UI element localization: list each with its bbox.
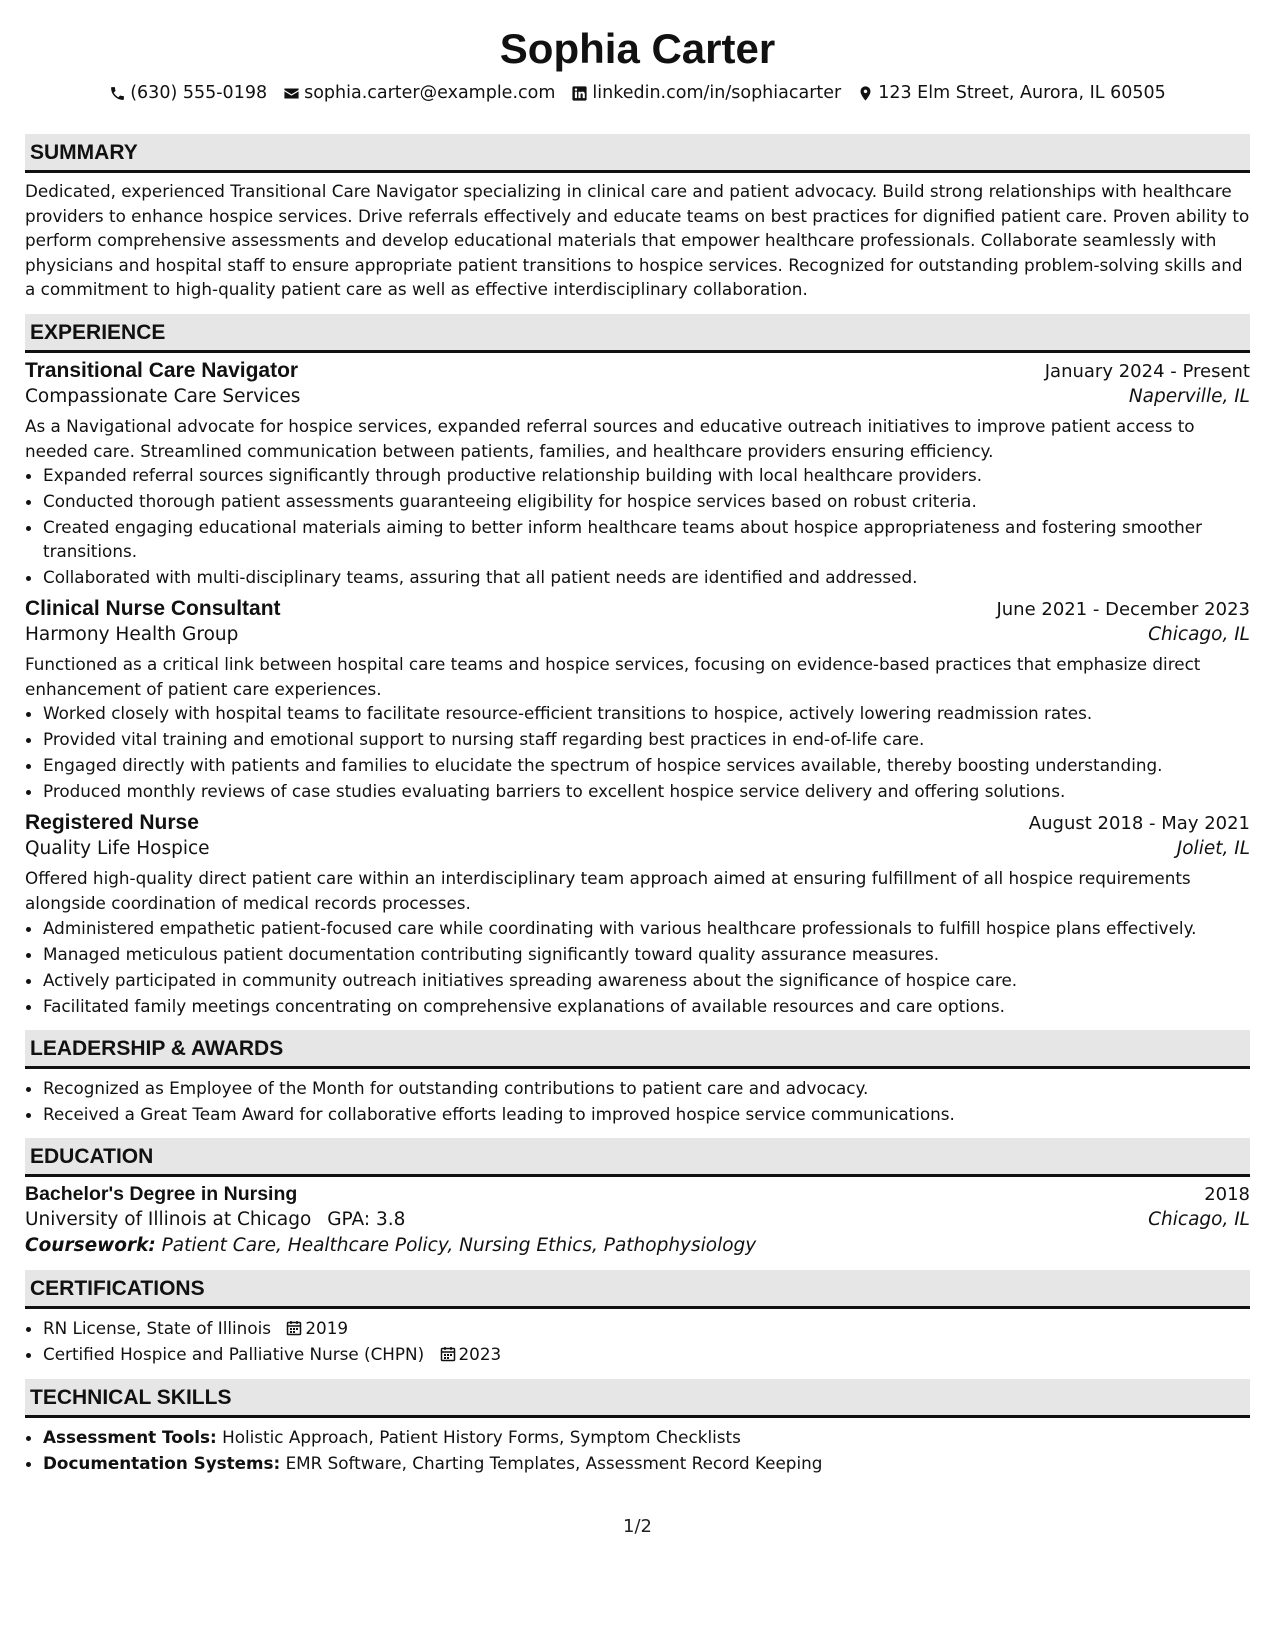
job-description: Functioned as a critical link between hospital care teams and hospice services, focusing on evidence-based practices that emphasize direct enhancement of patient care experiences. [25, 654, 1201, 699]
skill-label: Documentation Systems: [43, 1452, 281, 1473]
certification-year: 2019 [305, 1317, 349, 1338]
envelope-icon [283, 85, 300, 102]
linkedin-icon [571, 85, 588, 102]
certification-list [25, 1316, 1250, 1366]
job-bullets [25, 916, 1250, 1018]
degree-title: Bachelor's Degree in Nursing [25, 1182, 298, 1205]
list-item: • Collaborated with multi-disciplinary teams, assuring that all patient needs are identified and addressed. [43, 565, 1250, 589]
certification-year: 2023 [458, 1343, 502, 1364]
list-item: • Facilitated family meetings concentrating on comprehensive explanations of available resources and care options. [43, 994, 1250, 1018]
section-heading-technical-skills: TECHNICAL SKILLS [25, 1379, 1250, 1418]
job-description: Offered high-quality direct patient care within an interdisciplinary team approach aimed at ensuring fulfillment of all hospice requirements alongside coordination of medical records processes. [25, 868, 1191, 913]
job-date: June 2021 - December 2023 [996, 599, 1250, 621]
job-location: Naperville, IL [1128, 385, 1250, 407]
job-title: Registered Nurse [25, 811, 199, 835]
job-title: Clinical Nurse Consultant [25, 597, 281, 621]
list-item: • Administered empathetic patient-focused care while coordinating with various healthcare professionals to fulfill hospice plans effectively. [43, 916, 1250, 940]
skill-label: Assessment Tools: [43, 1426, 217, 1447]
job-date: August 2018 - May 2021 [1028, 813, 1250, 835]
school-name: University of Illinois at Chicago [25, 1208, 312, 1230]
list-item [43, 1342, 1250, 1366]
skill-value: EMR Software, Charting Templates, Assessment Record Keeping [285, 1452, 823, 1473]
job-bullets [25, 701, 1250, 803]
map-pin-icon [857, 85, 874, 102]
skill-value: Holistic Approach, Patient History Forms, Symptom Checklists [222, 1426, 741, 1447]
job-date: January 2024 - Present [1044, 360, 1250, 382]
list-item: • Received a Great Team Award for collaborative efforts leading to improved hospice service communications. [43, 1102, 1250, 1126]
certification-name: RN License, State of Illinois [43, 1317, 271, 1338]
job-company: Compassionate Care Services [25, 385, 301, 407]
page-number: 1/2 [623, 1516, 652, 1537]
coursework-text: Patient Care, Healthcare Policy, Nursing Ethics, Pathophysiology [161, 1234, 757, 1256]
job-company: Harmony Health Group [25, 624, 239, 646]
job-title: Transitional Care Navigator [25, 358, 299, 382]
list-item: • Recognized as Employee of the Month for outstanding contributions to patient care and advocacy. [43, 1076, 1250, 1100]
certification-name: Certified Hospice and Palliative Nurse (CHPN) [43, 1343, 425, 1364]
gpa-text: GPA: 3.8 [327, 1208, 406, 1230]
contact-email[interactable] [283, 83, 555, 103]
coursework-line [25, 1235, 1250, 1256]
school-location: Chicago, IL [1148, 1208, 1250, 1230]
job-entry [25, 811, 1250, 1017]
contact-linkedin[interactable] [571, 83, 841, 103]
list-item [43, 1316, 1250, 1340]
job-description: As a Navigational advocate for hospice services, expanded referral sources and educative outreach initiatives to improve patient access to needed care. Streamlined communication between patients, families, and healthcare providers ensuring efficiency. [25, 415, 1195, 461]
list-item: • Worked closely with hospital teams to facilitate resource-efficient transitions to hospice, actively lowering readmission rates. [43, 701, 1250, 725]
list-item: • Expanded referral sources significantly through productive relationship building with local healthcare providers. [43, 463, 1250, 487]
contact-address [857, 83, 1166, 103]
leadership-list [25, 1076, 1250, 1126]
calendar-icon [286, 1320, 302, 1336]
job-location: Joliet, IL [1176, 838, 1250, 860]
list-item [43, 1425, 1250, 1449]
resume-page [25, 0, 1250, 1477]
summary-text: Dedicated, experienced Transitional Care Navigator specializing in clinical care and patient advocacy. Build strong relationships with healthcare providers to enhance hospice services. Drive referrals effectively and educate teams on best practices for dignified patient care. Proven ability to perform comprehensive assessments and develop educational materials that empower healthcare professionals. Collaborate seamlessly with physicians and hospital staff to ensure appropriate patient transitions to hospice services. Recognized for outstanding problem-solving skills and a commitment to high-quality patient care as well as effective interdisciplinary collaboration. [25, 181, 1250, 300]
list-item: • Produced monthly reviews of case studies evaluating barriers to excellent hospice service delivery and offering solutions. [43, 779, 1250, 803]
list-item: • Actively participated in community outreach initiatives spreading awareness about the significance of hospice care. [43, 968, 1250, 992]
list-item: • Created engaging educational materials aiming to better inform healthcare teams about hospice appropriateness and fostering smoother transitions. [43, 515, 1250, 563]
list-item: • Managed meticulous patient documentation contributing significantly toward quality assurance measures. [43, 942, 1250, 966]
list-item: • Engaged directly with patients and families to elucidate the spectrum of hospice services available, thereby boosting understanding. [43, 753, 1250, 777]
graduation-year: 2018 [1204, 1183, 1250, 1205]
list-item [43, 1451, 1250, 1475]
section-heading-experience: EXPERIENCE [25, 314, 1250, 353]
job-entry [25, 597, 1250, 803]
contact-bar [25, 79, 1250, 107]
candidate-name: Sophia Carter [499, 25, 776, 72]
email-text[interactable]: sophia.carter@example.com [304, 83, 556, 103]
section-heading-leadership: LEADERSHIP & AWARDS [25, 1030, 1250, 1069]
job-bullets [25, 463, 1250, 589]
calendar-icon [440, 1346, 456, 1362]
section-heading-education: EDUCATION [25, 1138, 1250, 1177]
phone-text: (630) 555-0198 [130, 83, 268, 103]
job-location: Chicago, IL [1148, 624, 1250, 646]
list-item: • Conducted thorough patient assessments guaranteeing eligibility for hospice services based on robust criteria. [43, 489, 1250, 513]
section-heading-certifications: CERTIFICATIONS [25, 1270, 1250, 1309]
linkedin-text[interactable]: linkedin.com/in/sophiacarter [592, 83, 842, 103]
coursework-label: Coursework: [25, 1234, 156, 1256]
list-item: • Provided vital training and emotional support to nursing staff regarding best practices in end-of-life care. [43, 727, 1250, 751]
skills-list [25, 1425, 1250, 1475]
job-entry [25, 359, 1250, 589]
address-text: 123 Elm Street, Aurora, IL 60505 [878, 83, 1166, 103]
phone-icon [109, 85, 126, 102]
section-heading-summary: SUMMARY [25, 134, 1250, 173]
contact-phone [109, 83, 267, 103]
job-company: Quality Life Hospice [25, 838, 210, 860]
education-entry [25, 1183, 1250, 1256]
